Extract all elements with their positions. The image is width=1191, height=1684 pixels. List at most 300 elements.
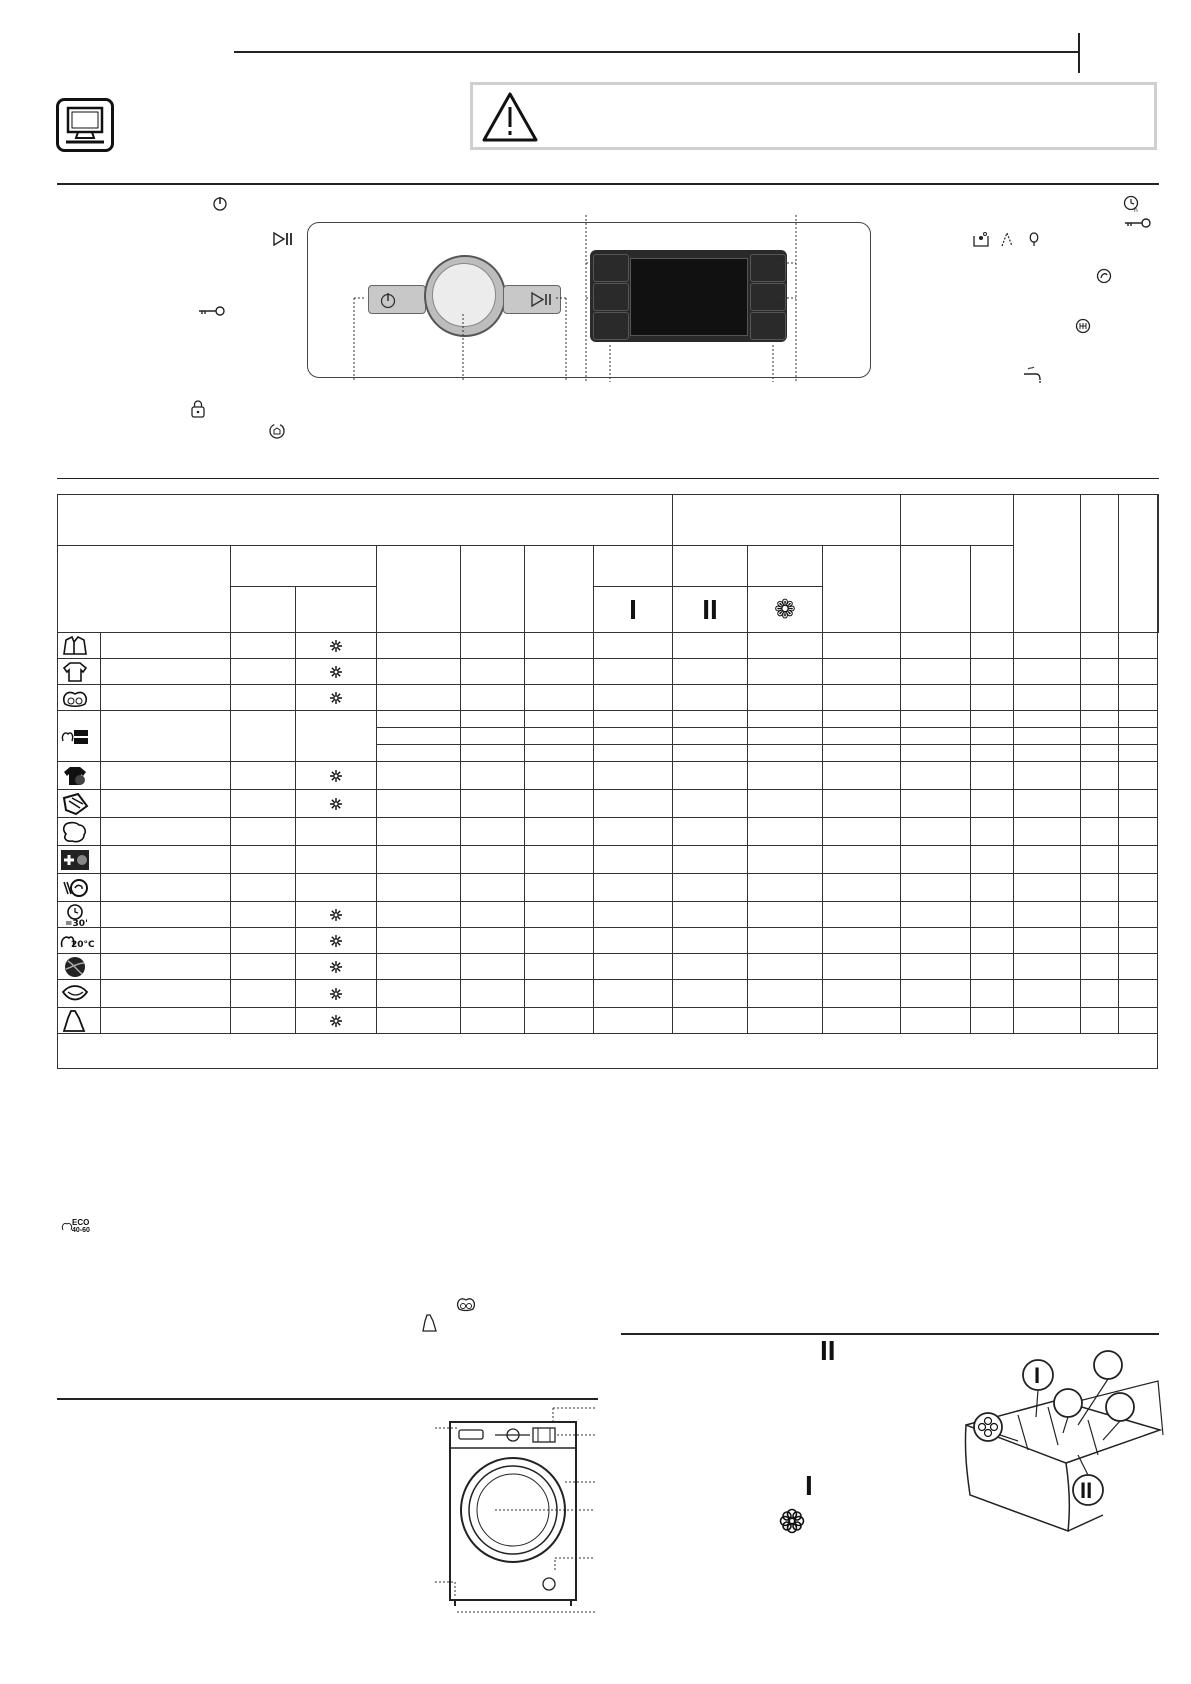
temp-default-cell [231,633,296,659]
table-cell [525,685,594,711]
table-cell [525,980,594,1008]
table-cell [1014,762,1081,790]
temp-default-cell [231,902,296,928]
program-name-cell [101,659,231,685]
table-cell [1014,728,1081,745]
program-name-cell [101,818,231,846]
table-cell [461,954,525,980]
table-row [58,790,1159,818]
temp-range-cell [296,633,377,659]
table-cell [377,790,461,818]
table-row [58,1008,1159,1034]
table-cell [971,954,1014,980]
cotton-20-icon [60,929,95,953]
wool-icon [60,820,90,844]
table-cell [1014,659,1081,685]
temp-range-cell [296,790,377,818]
table-cell [901,685,971,711]
table-cell [971,762,1014,790]
header-cell-softener [748,546,823,587]
table-row [58,633,1159,659]
table-cell [823,902,901,928]
table-cell [525,762,594,790]
table-cell [1119,846,1158,874]
table-cell [748,954,823,980]
table-cell [971,818,1014,846]
table-cell [594,874,673,902]
table-cell [971,902,1014,928]
softener-icon [329,934,343,948]
softener-icon [329,769,343,783]
spin-drain-icon [60,876,90,900]
table-cell [673,874,748,902]
header-cell-prewash [594,546,673,587]
temp-default-cell [231,928,296,954]
table-cell [673,902,748,928]
softener-icon [329,987,343,1001]
table-cell [594,633,673,659]
program-icon-cell [58,902,101,928]
delicates-icon [421,1313,439,1333]
table-cell [673,846,748,874]
table-cell [823,633,901,659]
softener-icon [329,1014,343,1028]
table-cell [971,980,1014,1008]
softener-icon [329,960,343,974]
table-cell [1081,874,1119,902]
table-cell [901,762,971,790]
program-name-cell [101,633,231,659]
table-row [58,685,1159,711]
table-cell [748,633,823,659]
stain-icons [972,230,1052,248]
main-wash-label: II [702,593,718,625]
table-row [58,711,1159,728]
table-cell [461,846,525,874]
table-cell [594,1008,673,1034]
program-name-cell [101,928,231,954]
table-cell [461,1008,525,1034]
program-name-cell [101,874,231,902]
table-cell [525,902,594,928]
table-cell [748,728,823,745]
program-icon-cell [58,762,101,790]
table-cell [1119,928,1158,954]
program-icon-cell [58,954,101,980]
header-cell-energy [823,546,901,633]
table-cell [823,928,901,954]
table-footnote-row [58,1034,1158,1069]
table-cell [971,928,1014,954]
temp-range-cell [296,874,377,902]
table-cell [673,659,748,685]
header-cell-duration [525,546,594,633]
delay-start-icon [1123,195,1141,213]
svg-text:I: I [1034,1363,1041,1388]
table-cell [901,902,971,928]
table-cell [594,954,673,980]
temp-range-cell [296,980,377,1008]
program-name-cell [101,1008,231,1034]
table-row [58,846,1159,874]
program-name-cell [101,954,231,980]
table-cell [377,633,461,659]
eco-40-60-icon [60,725,90,749]
table-cell [377,846,461,874]
header-cell-temp-range [296,587,377,633]
program-icon-cell [58,818,101,846]
table-cell [901,928,971,954]
table-cell [971,728,1014,745]
flower-softener-icon [779,1508,805,1534]
table-cell [525,1008,594,1034]
table-cell [748,711,823,728]
program-name-cell [101,846,231,874]
table-cell [1119,902,1158,928]
table-cell [823,685,901,711]
program-icon-cell [58,874,101,902]
table-cell [748,745,823,762]
softener-icon [329,665,343,679]
header-cell-detergents [673,495,901,546]
table-cell [1014,902,1081,928]
table-cell [1119,711,1158,728]
dispenser-col-softener [748,587,823,633]
tap-water-icon [1022,366,1044,384]
table-cell [525,790,594,818]
main-wash-heading-label: II [820,1335,836,1366]
table-cell [377,818,461,846]
table-cell [594,711,673,728]
table-cell [823,980,901,1008]
softener-icon [329,691,343,705]
section-rule-appliance [57,1398,598,1400]
table-cell [748,762,823,790]
svg-text:20°C: 20°C [71,940,95,950]
table-cell [673,818,748,846]
delicates-icon [60,982,90,1006]
program-name-cell [101,762,231,790]
table-cell [901,633,971,659]
header-cell-spin [377,546,461,633]
table-cell [748,874,823,902]
table-cell [461,928,525,954]
table-cell [377,762,461,790]
temp-range-cell [296,954,377,980]
table-cell [1081,846,1119,874]
table-row [58,954,1159,980]
header-cell-col17 [1158,495,1159,633]
program-icon-cell [58,711,101,762]
table-cell [823,659,901,685]
table-cell [1014,874,1081,902]
table-cell [823,1008,901,1034]
table-cell [971,745,1014,762]
table-cell [1014,928,1081,954]
table-cell [1119,1008,1158,1034]
table-cell [673,980,748,1008]
table-row [58,818,1159,846]
table-cell [1014,954,1081,980]
table-cell [1081,728,1119,745]
table-cell [1119,659,1158,685]
temp-range-cell [296,846,377,874]
dispenser-col-ii [673,587,748,633]
program-icon-cell [58,1008,101,1034]
header-cell-program [58,495,673,546]
table-cell [1119,762,1158,790]
header-cell-consumption [901,495,1014,546]
table-cell [377,685,461,711]
header-cell-temp-default [231,587,296,633]
table-cell [1119,745,1158,762]
table-cell [1081,633,1119,659]
table-cell [1081,711,1119,728]
table-cell [594,980,673,1008]
table-cell [525,711,594,728]
temp-range-cell [296,928,377,954]
section-rule-dispenser [621,1333,1159,1335]
table-cell [594,745,673,762]
table-cell [673,954,748,980]
header-cell-temperature [231,546,377,587]
table-cell [901,659,971,685]
table-cell [748,659,823,685]
table-cell [901,1008,971,1034]
table-cell [377,954,461,980]
softener-icon [329,797,343,811]
header-cell-load [461,546,525,633]
table-cell [901,790,971,818]
temp-default-cell [231,1008,296,1034]
table-cell [377,928,461,954]
pre-wash-note-label: I [805,1470,813,1501]
table-cell [823,728,901,745]
table-cell [1014,790,1081,818]
programs-table [57,494,1159,1069]
table-cell [1014,711,1081,728]
table-cell [594,659,673,685]
table-cell [1081,1008,1119,1034]
eco-40-60-icon [61,1218,97,1238]
spin-icon [1096,268,1112,284]
table-cell [1014,980,1081,1008]
table-row [58,928,1159,954]
table-row [58,980,1159,1008]
table-cell [971,711,1014,728]
table-cell [971,633,1014,659]
table-cell [823,818,901,846]
synthetics-icon [60,792,90,816]
detergent-drawer-diagram [958,1345,1163,1535]
temp-default-cell [231,762,296,790]
table-cell [971,846,1014,874]
table-cell [377,711,461,728]
table-cell [901,745,971,762]
header-cell-col15 [1081,495,1119,633]
table-cell [377,980,461,1008]
program-name-cell [101,980,231,1008]
mixed-icon [60,634,90,658]
table-cell [748,928,823,954]
table-cell [673,633,748,659]
table-cell [901,846,971,874]
temp-range-cell [296,685,377,711]
sport-icon [60,955,90,979]
table-cell [461,818,525,846]
table-cell [377,745,461,762]
program-name-cell [101,902,231,928]
table-cell [748,846,823,874]
table-cell [594,728,673,745]
table-cell [594,928,673,954]
key-lock-icon [1124,216,1152,230]
header-cell-col14 [1014,495,1081,633]
table-row [58,874,1159,902]
table-cell [971,1008,1014,1034]
panel-leader-lines [0,0,1191,400]
table-cell [1119,633,1158,659]
table-cell [1014,1008,1081,1034]
table-cell [461,874,525,902]
temp-range-cell [296,1008,377,1034]
header-cell-programs [58,546,231,633]
temp-default-cell [231,846,296,874]
eco-label: ECO [72,1218,90,1227]
steam-refresh-icon [268,422,286,440]
temp-default-cell [231,659,296,685]
shirt-icon [60,660,90,684]
table-cell [594,790,673,818]
table-cell [748,790,823,818]
table-cell [901,711,971,728]
table-cell [1014,685,1081,711]
table-cell [377,728,461,745]
table-cell [823,745,901,762]
header-cell-water [901,546,971,633]
table-cell [377,659,461,685]
lock-icon [191,400,205,418]
temp-range-cell [296,659,377,685]
temp-default-cell [231,954,296,980]
table-cell [1014,745,1081,762]
temp-default-cell [231,685,296,711]
table-cell [525,874,594,902]
cotton-icon [60,686,90,710]
temp-range-cell [296,711,377,762]
table-cell [1081,818,1119,846]
table-cell [1081,902,1119,928]
table-cell [748,902,823,928]
table-cell [525,954,594,980]
table-cell [673,928,748,954]
table-cell [377,1008,461,1034]
svg-text:II: II [1080,1478,1093,1503]
table-row [58,659,1159,685]
table-row [58,762,1159,790]
table-cell [823,711,901,728]
table-cell [1119,728,1158,745]
softener-icon [329,908,343,922]
table-cell [673,745,748,762]
program-name-cell [101,685,231,711]
table-cell [525,633,594,659]
rinse-icon [1075,318,1091,334]
pre-wash-label: I [629,593,637,625]
table-cell [461,633,525,659]
temp-range-cell [296,902,377,928]
table-cell [1014,818,1081,846]
dispenser-col-i [594,587,673,633]
table-cell [1119,980,1158,1008]
table-cell [1119,954,1158,980]
softener-icon [329,639,343,653]
rapid-30-icon [60,903,90,927]
table-cell [525,728,594,745]
table-cell [823,846,901,874]
eco-sub-label: 40-60 [72,1227,90,1234]
table-cell [1081,762,1119,790]
table-cell [525,846,594,874]
table-cell [748,818,823,846]
table-cell [594,685,673,711]
table-cell [673,685,748,711]
table-cell [461,659,525,685]
table-cell [673,1008,748,1034]
table-cell [673,711,748,728]
table-cell [971,790,1014,818]
table-cell [748,685,823,711]
table-cell [461,728,525,745]
temp-default-cell [231,980,296,1008]
table-cell [971,874,1014,902]
table-cell [461,685,525,711]
table-cell [748,1008,823,1034]
table-cell [901,818,971,846]
silk-icon [60,1009,90,1033]
table-cell [1014,846,1081,874]
washing-machine-diagram [435,1402,595,1622]
table-cell [1119,685,1158,711]
table-cell [823,790,901,818]
section-rule-programs [57,478,1159,479]
table-cell [971,659,1014,685]
table-row [58,902,1159,928]
program-name-cell [101,790,231,818]
table-cell [673,728,748,745]
rinse-spin-icon [60,848,90,872]
table-cell [823,954,901,980]
temp-range-cell [296,762,377,790]
softener-flower-icon: ❁ [774,595,796,625]
table-cell [377,874,461,902]
table-cell [594,902,673,928]
temp-range-cell [296,818,377,846]
program-icon-cell [58,928,101,954]
colours-icon [60,764,90,788]
table-cell [461,902,525,928]
table-cell [525,745,594,762]
table-cell [1081,790,1119,818]
table-cell [594,846,673,874]
temp-default-cell [231,874,296,902]
table-cell [1081,928,1119,954]
table-cell [823,762,901,790]
table-cell [461,762,525,790]
program-icon-cell [58,790,101,818]
table-cell [1081,685,1119,711]
table-cell [1081,745,1119,762]
